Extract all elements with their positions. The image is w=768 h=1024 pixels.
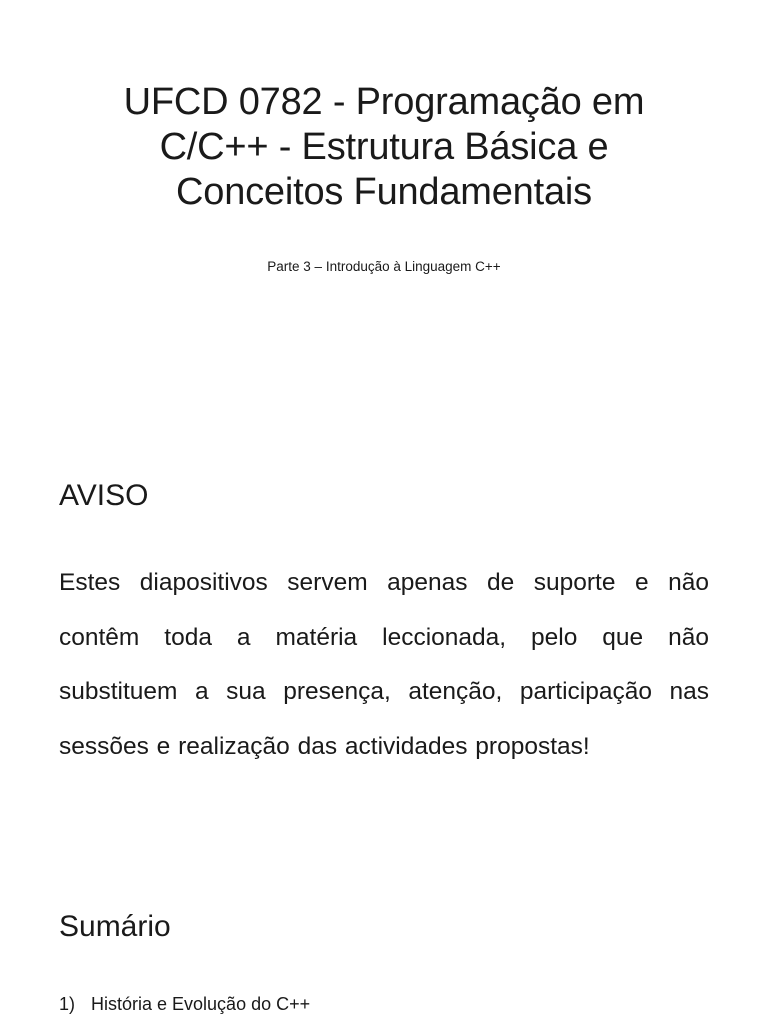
sumario-slide	[0, 864, 768, 1024]
document-subtitle: Parte 3 – Introdução à Linguagem C++	[267, 259, 501, 274]
title-line: UFCD 0782 - Programação em	[123, 81, 645, 123]
document-title	[40, 80, 728, 215]
aviso-body-text: Estes diapositivos servem apenas de suporte e não contêm toda a matéria leccionada, pelo que não substituem a sua presença, atenção, participação nas sessões e realização das actividades propostas!	[59, 569, 709, 760]
summary-item	[59, 992, 310, 1016]
summary-list	[59, 992, 310, 1016]
title-slide	[0, 0, 768, 432]
aviso-heading: AVISO	[59, 479, 149, 512]
title-line: Conceitos Fundamentais	[176, 171, 592, 213]
sumario-heading: Sumário	[59, 910, 171, 943]
aviso-slide	[0, 432, 768, 864]
title-line: C/C++ - Estrutura Básica e	[159, 126, 609, 168]
summary-item-number: 1)	[59, 994, 76, 1014]
summary-item-text: História e Evolução do C++	[91, 994, 311, 1014]
